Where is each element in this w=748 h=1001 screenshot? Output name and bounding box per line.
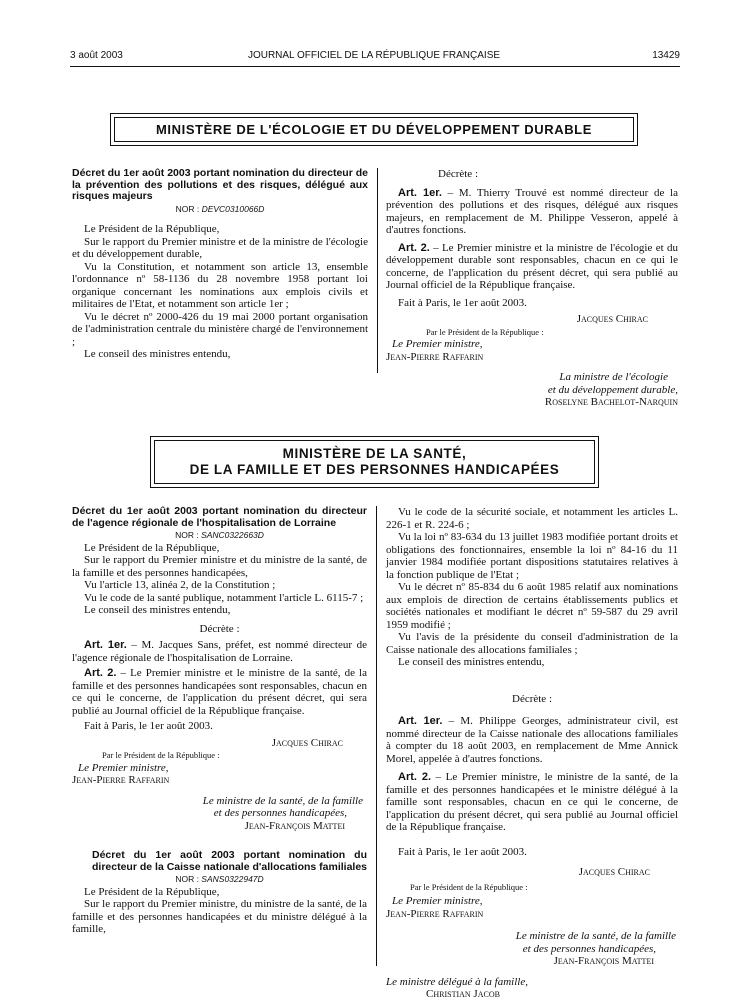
ministre-name: Roselyne Bachelot-Narquin [544, 396, 678, 408]
sante-left-column [72, 506, 367, 936]
vu-line: Le conseil des ministres entendu, [398, 656, 545, 668]
intro-line: Le conseil des ministres entendu, [84, 348, 231, 360]
ministry-title: MINISTÈRE DE L'ÉCOLOGIE ET DU DÉVELOPPEMENT DURABLE [114, 117, 634, 142]
ministre-title-2: et des personnes handicapées, [213, 807, 347, 819]
decrete-label: Décrète : [512, 692, 552, 705]
column-divider [377, 168, 378, 373]
decrete-label: Décrète : [438, 168, 478, 180]
intro-line: Sur le rapport du Premier ministre, du ministre de la santé, de la famille et des personnes handicapées et du ministre délégué à la famille, [72, 898, 367, 935]
premier-ministre-title: Le Premier ministre, [78, 761, 169, 774]
article-1: Art. 1er. – M. Philippe Georges, administrateur civil, est nommé directeur de la Caisse nationale des allocations familiales à compter du 18 août 2003, en remplacement de Mme Annick Morel, appelée à d'autres fonctions. [386, 715, 678, 765]
header-journal-title: JOURNAL OFFICIEL DE LA RÉPUBLIQUE FRANÇAISE [247, 50, 501, 61]
fait-a-paris: Fait à Paris, le 1er août 2003. [398, 845, 527, 858]
decree-ecologie-left [72, 168, 368, 361]
premier-ministre-title: Le Premier ministre, [392, 338, 483, 350]
ministry-heading-sante [150, 436, 599, 488]
header-rule [70, 66, 680, 67]
decree-title: Décret du 1er août 2003 portant nomination du directeur de la prévention des pollutions et des risques, délégué aux risques majeurs [72, 167, 368, 202]
vu-line: Vu l'avis de la présidente du conseil d'administration de la Caisse nationale des allocations familiales ; [386, 631, 678, 656]
decrete-label: Décrète : [199, 622, 240, 635]
vu-line: Vu la loi nº 83-634 du 13 juillet 1983 modifiée portant droits et obligations des fonctionnaires, ensemble la loi nº 84-16 du 11 janvier 1984 modifiée portant dispositions statutaires relatives à la fonction publique de l'Etat ; [386, 531, 678, 581]
ministre-title-1: Le ministre de la santé, de la famille [202, 794, 363, 807]
premier-ministre-name: Jean-Pierre Raffarin [386, 350, 484, 363]
ministre-delegue-name: Christian Jacob [426, 988, 500, 1000]
ministre-name: Jean-François Mattei [553, 955, 654, 967]
nor-reference: NOR : DEVC0310066D [175, 203, 265, 214]
header-page-number: 13429 [652, 50, 680, 61]
decree-title: Décret du 1er août 2003 portant nomination du directeur de l'agence régionale de l'hospitalisation de Lorraine [72, 505, 367, 529]
par-le-president: Par le Président de la République : [102, 750, 220, 760]
decree-title-2: Décret du 1er août 2003 portant nomination du directeur de la Caisse nationale d'allocations familiales [92, 849, 368, 873]
signature-president: Jacques Chirac [576, 313, 648, 325]
ministry-title-line2: DE LA FAMILLE ET DES PERSONNES HANDICAPÉES [189, 462, 560, 477]
decree-ecologie-right [386, 168, 678, 409]
signature-president: Jacques Chirac [578, 866, 650, 878]
column-divider [376, 506, 377, 966]
article-1: Art. 1er. – M. Jacques Sans, préfet, est nommé directeur de l'agence régionale de l'hospitalisation de Lorraine. [72, 639, 367, 664]
par-le-president: Par le Président de la République : [410, 881, 528, 892]
vu-line: Vu le code de la sécurité sociale, et notamment les articles L. 226-1 et R. 224-6 ; [386, 506, 678, 531]
article-1: Art. 1er. – M. Thierry Trouvé est nommé directeur de la prévention des pollutions et des risques, délégué aux risques majeurs, en remplacement de M. Philippe Vesseron, appelé à d'autres fonctions. [386, 186, 678, 236]
vu-line: Vu le décret nº 85-834 du 6 août 1985 relatif aux nominations aux emplois de direction de certains établissements publics et sociétés nationales et modifiant le décret nº 59-587 du 29 avril 1959 modifié ; [386, 581, 678, 631]
premier-ministre-name: Jean-Pierre Raffarin [72, 774, 170, 786]
intro-line: Le Président de la République, [84, 541, 220, 554]
intro-line: Le conseil des ministres entendu, [84, 604, 231, 616]
ministre-title-1: La ministre de l'écologie [559, 371, 668, 383]
intro-line: Le Président de la République, [84, 223, 220, 235]
premier-ministre-name: Jean-Pierre Raffarin [386, 907, 484, 920]
intro-line: Vu l'article 13, alinéa 2, de la Constitution ; [84, 579, 276, 591]
article-2: Art. 2. – Le Premier ministre, le ministre de la santé, de la famille et des personnes handicapées et le ministre délégué à la famille sont responsables, chacun en ce qui le concerne, de l'application du présent décret, qui sera publié au Journal officiel de la République française. [386, 771, 678, 833]
premier-ministre-title: Le Premier ministre, [392, 895, 483, 907]
ministry-title-block [154, 440, 595, 484]
ministry-heading-ecologie [110, 113, 638, 146]
nor-reference-2: NOR : SANS0322947D [175, 874, 264, 884]
intro-line: Le Président de la République, [84, 885, 220, 898]
header-date: 3 août 2003 [70, 50, 123, 61]
fait-a-paris: Fait à Paris, le 1er août 2003. [84, 720, 213, 732]
ministre-title-2: et du développement durable, [547, 383, 678, 396]
ministre-title-2: et des personnes handicapées, [522, 942, 656, 955]
signature-president: Jacques Chirac [271, 736, 343, 749]
intro-line: Vu la Constitution, et notamment son article 13, ensemble l'ordonnance nº 58-1136 du 28 novembre 1958 portant loi organique concernant les nominations aux emplois civils et militaires de l'Etat, et notamment son article 1er ; [72, 260, 368, 310]
ministre-title-1: Le ministre de la santé, de la famille [515, 930, 676, 942]
article-2: Art. 2. – Le Premier ministre et le ministre de la santé, de la famille et des personnes handicapées sont responsables, chacun en ce qui le concerne, de l'application du présent décret, qui sera publié au Journal officiel de la République française. [72, 667, 367, 717]
intro-line: Sur le rapport du Premier ministre et de la ministre de l'écologie et du développement durable, [72, 235, 368, 260]
sante-right-column [386, 506, 678, 1001]
par-le-president: Par le Président de la République : [426, 326, 544, 337]
intro-line: Vu le décret nº 2000-426 du 19 mai 2000 portant organisation de l'administration centrale du ministère chargé de l'environnement ; [72, 310, 368, 348]
article-2: Art. 2. – Le Premier ministre et la ministre de l'écologie et du développement durable sont responsables, chacun en ce qui le concerne, de l'application du présent décret, qui sera publié au Journal officiel de la République française. [386, 241, 678, 291]
intro-line: Vu le code de la santé publique, notamment l'article L. 6115-7 ; [84, 591, 364, 604]
nor-reference: NOR : SANC0322663D [175, 530, 264, 540]
intro-line: Sur le rapport du Premier ministre et du ministre de la santé, de la famille et des personnes handicapées, [72, 554, 367, 579]
ministre-name: Jean-François Mattei [244, 819, 345, 832]
fait-a-paris: Fait à Paris, le 1er août 2003. [398, 296, 527, 309]
ministry-title-line1: MINISTÈRE DE LA SANTÉ, [282, 446, 467, 461]
ministre-delegue-title: Le ministre délégué à la famille, [386, 975, 528, 988]
